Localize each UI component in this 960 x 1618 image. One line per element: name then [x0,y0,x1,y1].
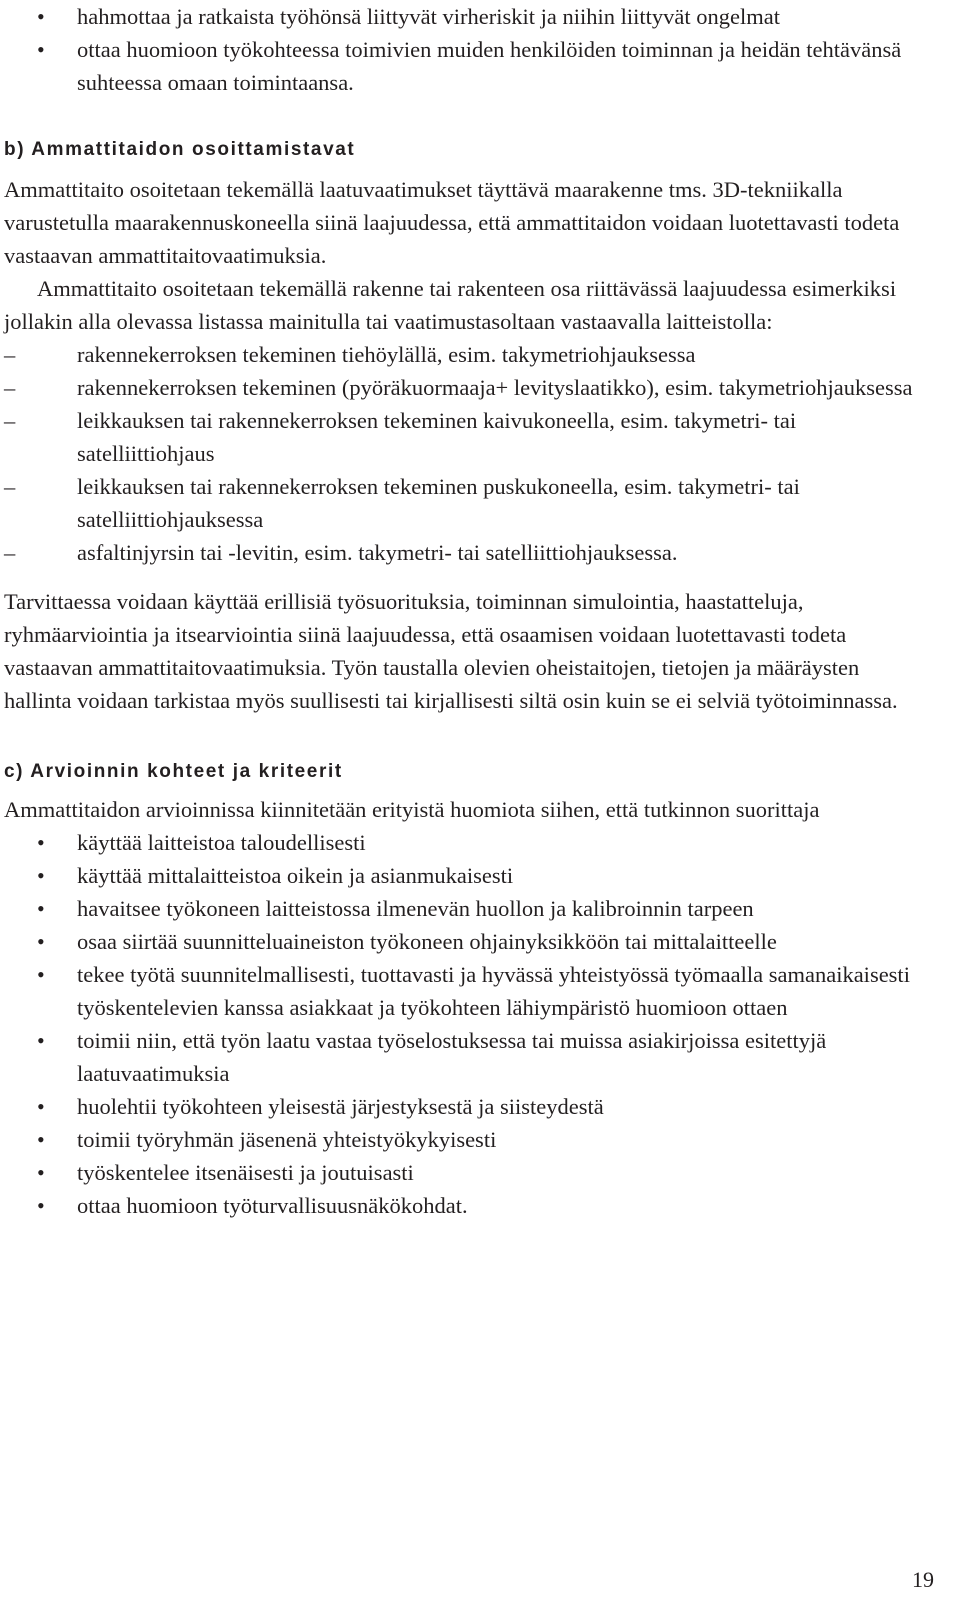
list-item [4,0,924,33]
section-c-heading: c) Arvioinnin kohteet ja kriteerit [4,761,343,782]
dash-marker: – [4,342,16,367]
list-item [4,1156,924,1189]
list-item [4,371,924,404]
list-item [4,1189,924,1222]
list-item-text: leikkauksen tai rakennekerroksen tekeminen puskukoneella, esim. takymetri- tai satelliittiohjauksessa [77,474,800,532]
list-item-text: työskentelee itsenäisesti ja joutuisasti [77,1160,414,1185]
list-item [4,470,924,536]
list-item-text: osaa siirtää suunnitteluaineiston työkoneen ohjainyksikköön tai mittalaitteelle [77,929,777,954]
dash-marker: – [4,375,16,400]
list-item [4,1090,924,1123]
top-bullet-list [4,0,924,99]
list-item [4,404,924,470]
list-item [4,925,924,958]
bullet-marker: • [37,896,45,921]
page-number: 19 [912,1567,934,1592]
list-item [4,859,924,892]
list-item-text: havaitsee työkoneen laitteistossa ilmenevän huollon ja kalibroinnin tarpeen [77,896,754,921]
bullet-marker: • [37,1193,45,1218]
list-item [4,33,924,99]
list-item-text: ottaa huomioon työturvallisuusnäkökohdat. [77,1193,468,1218]
dash-marker: – [4,408,16,433]
list-item-text: toimii niin, että työn laatu vastaa työselostuksessa tai muissa asiakirjoissa esitettyjä laatuvaatimuksia [77,1028,827,1086]
section-c-intro: Ammattitaidon arvioinnissa kiinnitetään erityistä huomiota siihen, että tutkinnon suorittaja [4,797,820,822]
list-item-text: hahmottaa ja ratkaista työhönsä liittyvät virheriskit ja niihin liittyvät ongelmat [77,4,780,29]
section-b-heading: b) Ammattitaidon osoittamistavat [4,139,356,160]
list-item-text: leikkauksen tai rakennekerroksen tekeminen kaivukoneella, esim. takymetri- tai satelliittiohjaus [77,408,797,466]
list-item-text: käyttää laitteistoa taloudellisesti [77,830,366,855]
list-item-text: ottaa huomioon työkohteessa toimivien muiden henkilöiden toiminnan ja heidän tehtävänsä suhteessa omaan toimintaansa. [77,37,902,95]
section-b-paragraph-2: Ammattitaito osoitetaan tekemällä rakenne tai rakenteen osa riittävässä laajuudessa esimerkiksi jollakin alla olevassa listassa mainitulla tai vaatimustasoltaan vastaavalla laitteistolla: [4,276,897,334]
list-item [4,892,924,925]
list-item-text: asfaltinjyrsin tai -levitin, esim. takymetri- tai satelliittiohjauksessa. [77,540,678,565]
section-b-paragraph-3: Tarvittaessa voidaan käyttää erillisiä työsuorituksia, toiminnan simulointia, haastatteluja, ryhmäarviointia ja itsearviointia siinä laajuudessa, että osaamisen voidaan luotettavasti todeta vastaavan ammattitaitovaatimuksia. Työn taustalla olevien oheistaitojen, tietojen ja määräysten hallinta voidaan tarkistaa myös suullisesti tai kirjallisesti siltä osin kuin se ei selviä työtoiminnassa. [4,589,898,713]
list-item [4,338,924,371]
bullet-marker: • [37,4,45,29]
dash-marker: – [4,474,16,499]
bullet-marker: • [37,1028,45,1053]
criteria-bullet-list [4,826,924,1222]
list-item-text: rakennekerroksen tekeminen (pyöräkuormaaja+ levityslaatikko), esim. takymetriohjauksessa [77,375,913,400]
list-item-text: käyttää mittalaitteistoa oikein ja asianmukaisesti [77,863,514,888]
list-item [4,536,924,569]
list-item-text: huolehtii työkohteen yleisestä järjestyksestä ja siisteydestä [77,1094,604,1119]
equipment-dash-list [4,338,924,569]
list-item-text: toimii työryhmän jäsenenä yhteistyökykyisesti [77,1127,497,1152]
bullet-marker: • [37,863,45,888]
list-item-text: rakennekerroksen tekeminen tiehöylällä, esim. takymetriohjauksessa [77,342,696,367]
dash-marker: – [4,540,16,565]
bullet-marker: • [37,37,45,62]
list-item [4,958,924,1024]
list-item [4,1024,924,1090]
bullet-marker: • [37,1160,45,1185]
section-b-paragraph-1: Ammattitaito osoitetaan tekemällä laatuvaatimukset täyttävä maarakenne tms. 3D-tekniikalla varustetulla maarakennuskoneella siinä laajuudessa, että ammattitaidon voidaan luotettavasti todeta vastaavan ammattitaitovaatimuksia. [4,177,900,268]
bullet-marker: • [37,830,45,855]
bullet-marker: • [37,962,45,987]
document-page [4,0,924,1222]
bullet-marker: • [37,929,45,954]
bullet-marker: • [37,1094,45,1119]
list-item [4,1123,924,1156]
list-item-text: tekee työtä suunnitelmallisesti, tuottavasti ja hyvässä yhteistyössä työmaalla samanaikaisesti työskentelevien kanssa asiakkaat ja työkohteen lähiympäristö huomioon ottaen [77,962,910,1020]
list-item [4,826,924,859]
bullet-marker: • [37,1127,45,1152]
